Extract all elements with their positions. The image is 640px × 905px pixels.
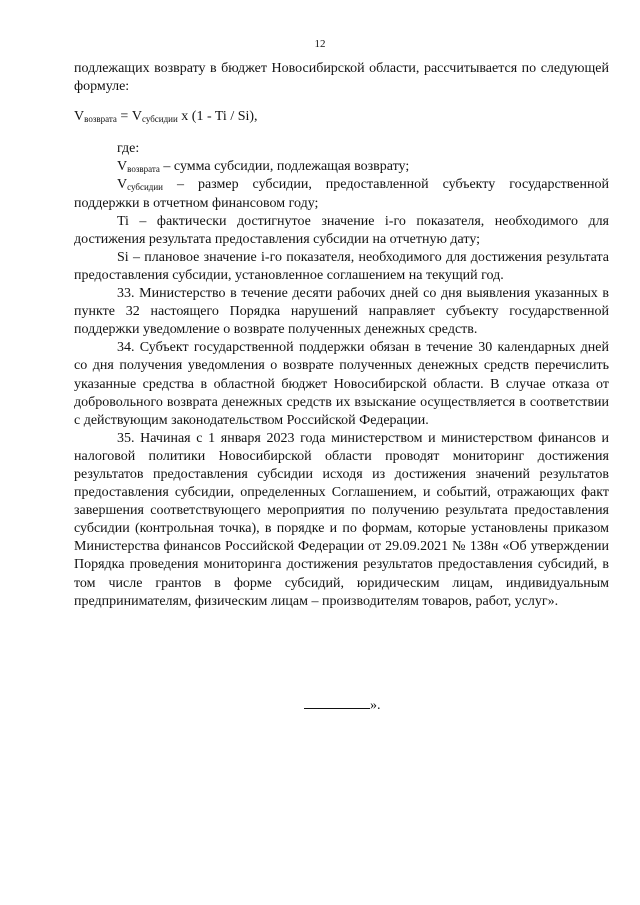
where-symbol: V xyxy=(117,159,128,175)
closing-line xyxy=(304,694,381,714)
where-item xyxy=(74,249,609,285)
paragraph-33: 33. Министерство в течение десяти рабочих дней со дня выявления указанных в пункте 32 настоящего Порядка нарушений направляет субъекту государственной поддержки уведомление о возврате полученных денежных средств. xyxy=(74,286,609,338)
where-label: где: xyxy=(117,141,140,157)
page-number: 12 xyxy=(314,38,326,50)
formula xyxy=(74,108,609,126)
where-symbol: Ti xyxy=(117,213,129,229)
where-item xyxy=(74,176,609,212)
where-text: – фактически достигнутое значение i-го показателя, необходимого для достижения результата предоставления субсидии на отчетную дату; xyxy=(74,213,609,247)
where-symbol: V xyxy=(117,177,128,193)
paragraph-formula-intro: подлежащих возврату в бюджет Новосибирской области, рассчитывается по следующей формуле: xyxy=(74,61,609,95)
formula-v: V xyxy=(74,109,85,125)
where-item xyxy=(74,213,609,249)
signature-underline xyxy=(304,694,370,709)
formula-eq: = V xyxy=(116,109,142,125)
where-text: – плановое значение i-го показателя, необходимого для достижения результата предоставления субсидии, установленное соглашением на текущий год. xyxy=(74,249,609,283)
formula-v-sub: возврата xyxy=(84,114,117,125)
document-body xyxy=(74,60,609,611)
closing-quote: ». xyxy=(370,698,381,713)
where-symbol-sub: возврата xyxy=(127,164,160,175)
where-item xyxy=(74,158,609,176)
where-text: – размер субсидии, предоставленной субъекту государственной поддержки в отчетном финансовом году; xyxy=(74,177,609,211)
paragraph-34: 34. Субъект государственной поддержки обязан в течение 30 календарных дней со дня получения уведомления о возврате полученных денежных средств перечислить указанные средства в областной бюджет Новосибирской области. В случае отказа от добровольного возврата денежных средств их взыскание осуществляется в соответствии с действующим законодательством Российской Федерации. xyxy=(74,340,609,428)
where-text: – сумма субсидии, подлежащая возврату; xyxy=(159,159,410,175)
where-symbol-sub: субсидии xyxy=(127,182,163,193)
paragraph-35: 35. Начиная с 1 января 2023 года министерством и министерством финансов и налоговой политики Новосибирской области проводят мониторинг достижения результатов предоставления субсидии исходя из достижения значений результатов предоставления субсидии, определенных Соглашением, и событий, отражающих факт завершения соответствующего мероприятия по получению результата предоставления субсидии (контрольная точка), в порядке и по формам, которые установлены приказом Министерства финансов Российской Федерации от 29.09.2021 № 138н «Об утверждении Порядка проведения мониторинга достижения результатов предоставления субсидий, в том числе грантов в форме субсидий, юридическим лицам, индивидуальным предпринимателям, физическим лицам – производителям товаров, работ, услуг». xyxy=(74,430,609,609)
formula-s-sub: субсидии xyxy=(141,114,178,125)
where-symbol: Si xyxy=(117,249,129,265)
formula-rest: x (1 - Ti / Si), xyxy=(177,109,258,125)
